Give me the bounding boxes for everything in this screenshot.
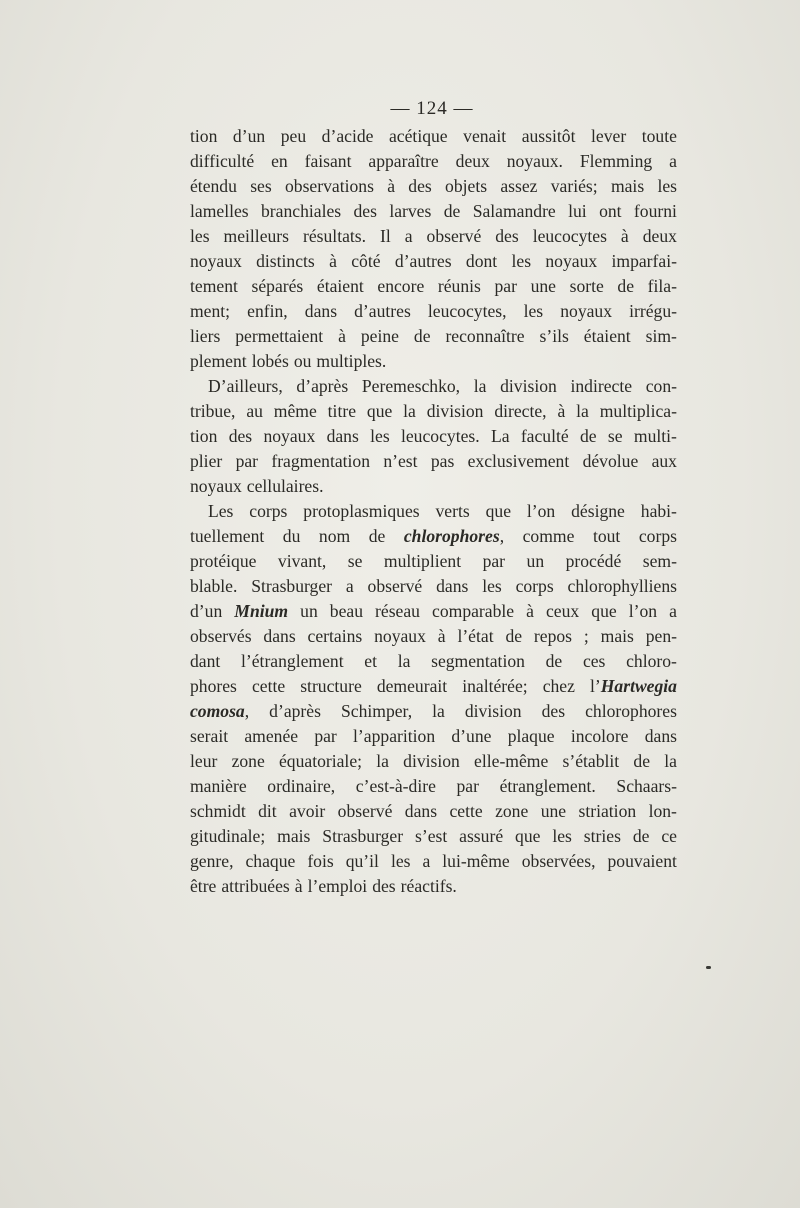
word: multiplient [383, 551, 462, 571]
word: beau [329, 601, 363, 621]
word: Salamandre [472, 201, 556, 221]
word: a [404, 226, 413, 246]
text-line [190, 799, 677, 824]
word: stries [583, 826, 621, 846]
text-line [190, 699, 677, 724]
word: observations [284, 176, 374, 196]
word: indirecte [570, 376, 633, 396]
word: a [669, 151, 677, 171]
word: peine [360, 326, 399, 346]
word: d’une [451, 726, 492, 746]
word: de [443, 201, 461, 221]
word: lever [591, 126, 627, 146]
word: deux [642, 226, 677, 246]
word: étaient [583, 326, 631, 346]
word: même [273, 401, 317, 421]
word: les [511, 251, 532, 271]
word: meilleurs [223, 226, 290, 246]
word: con- [645, 376, 677, 396]
word: de [368, 526, 386, 546]
word: apparaître [368, 151, 439, 171]
word: équatoriale; [278, 751, 363, 771]
word: incolore [570, 726, 629, 746]
word: que [485, 501, 511, 521]
word: leucocytes, [427, 301, 507, 321]
word: les [370, 426, 390, 446]
word: chlorophores [585, 701, 677, 721]
text-line [190, 374, 677, 399]
word: zone [495, 801, 529, 821]
word: un [526, 551, 545, 571]
word: dont [465, 251, 498, 271]
word: se [347, 551, 363, 571]
word: chez [542, 676, 575, 696]
word: en [271, 151, 288, 171]
text-line [190, 874, 677, 899]
word: noyaux. [506, 151, 563, 171]
word: attribuées [221, 876, 290, 896]
word: les [482, 576, 502, 596]
word: dévolue [582, 451, 639, 471]
word: cette [449, 801, 483, 821]
word: nom [318, 526, 351, 546]
word: leucocytes [532, 226, 607, 246]
word: à [387, 176, 396, 196]
text-line [190, 324, 677, 349]
word: l’emploi [307, 876, 368, 896]
word: une [540, 801, 567, 821]
word: ont [599, 201, 622, 221]
word: pouvaient [607, 851, 677, 871]
text-line [190, 349, 677, 374]
word: à [526, 601, 534, 621]
word: corps [638, 526, 677, 546]
word: fragmentation [271, 451, 371, 471]
word: de [580, 426, 597, 446]
word: multi- [633, 426, 677, 446]
word: d’après [269, 701, 321, 721]
word: habi- [640, 501, 677, 521]
word: plier [190, 451, 223, 471]
word: les [390, 851, 411, 871]
word: sem- [642, 551, 677, 571]
word: s’établit [562, 751, 620, 771]
word: vivant, [277, 551, 327, 571]
word: dans [404, 801, 438, 821]
word: plement [190, 351, 247, 371]
word: striation [578, 801, 637, 821]
word: par [235, 451, 259, 471]
word: à [294, 876, 303, 896]
word: ou [293, 351, 312, 371]
word: étranglement. [499, 776, 596, 796]
word: noyaux [560, 301, 613, 321]
word: pas [430, 451, 455, 471]
word: schmidt [190, 801, 246, 821]
word: la [473, 376, 487, 396]
word: phores [190, 676, 237, 696]
text-line [190, 849, 677, 874]
word: permettaient [235, 326, 324, 346]
word: amenée [244, 726, 299, 746]
word: aussitôt [521, 126, 576, 146]
word: acétique [389, 126, 448, 146]
word: la [432, 701, 445, 721]
word: Mnium [234, 601, 289, 621]
word: de [632, 826, 650, 846]
word: assez [500, 176, 538, 196]
word: les [523, 301, 544, 321]
word: gitudinale; [190, 826, 266, 846]
page-number: — 124 — [390, 98, 474, 119]
word: ses [250, 176, 272, 196]
word: difficulté [190, 151, 255, 171]
word: D’ailleurs, [208, 376, 283, 396]
word: lamelles [190, 201, 249, 221]
text-line [190, 474, 677, 499]
word: ; [583, 626, 589, 646]
word: ordinaire, [267, 776, 336, 796]
word: que [591, 601, 617, 621]
word: à [329, 251, 337, 271]
word: que [515, 826, 541, 846]
word: d’autres [354, 301, 411, 321]
body-text [190, 124, 677, 899]
word: multiples. [316, 351, 387, 371]
text-line [190, 599, 677, 624]
word: étaient [316, 276, 364, 296]
word: l’apparition [353, 726, 436, 746]
word: comparable [432, 601, 515, 621]
word: tuellement [190, 526, 265, 546]
word: de [545, 651, 563, 671]
word: zone [231, 751, 265, 771]
word: distincts [256, 251, 315, 271]
word: l’on [526, 501, 556, 521]
word: plaque [507, 726, 555, 746]
word: elle-même [474, 751, 549, 771]
word: réseau [375, 601, 420, 621]
word: blable. [190, 576, 238, 596]
text-line [190, 774, 677, 799]
word: ce [661, 826, 677, 846]
word: corps [515, 576, 554, 596]
text-line [190, 149, 677, 174]
word: des [495, 226, 519, 246]
word: la [403, 401, 416, 421]
word: verts [435, 501, 470, 521]
word: variés; [550, 176, 598, 196]
word: et [364, 651, 377, 671]
text-line [190, 299, 677, 324]
word: enfin, [247, 301, 288, 321]
word: d’un [190, 601, 223, 621]
word: qu’il [345, 851, 379, 871]
text-line [190, 724, 677, 749]
word: comme [522, 526, 575, 546]
word: repos [533, 626, 573, 646]
word: Strasburger [322, 826, 404, 846]
word: noyaux [190, 476, 242, 496]
word: Schaars- [616, 776, 677, 796]
word: cellulaires. [246, 476, 324, 496]
word: par [482, 551, 506, 571]
word: d’autres [394, 251, 452, 271]
word: tion [190, 426, 218, 446]
word: chlorophylliens [567, 576, 677, 596]
word: leur [190, 751, 218, 771]
word: n’est [383, 451, 418, 471]
word: observé [337, 801, 393, 821]
text-line [190, 749, 677, 774]
word: lui-même [442, 851, 510, 871]
word: à [437, 626, 446, 646]
word: de [413, 326, 431, 346]
word: division [500, 376, 557, 396]
text-line [190, 124, 677, 149]
word: se [607, 426, 623, 446]
word: Il [380, 226, 391, 246]
word: séparés [251, 276, 304, 296]
word: s’ils [539, 326, 569, 346]
paper-speck [706, 966, 711, 969]
word: faisant [304, 151, 352, 171]
word: segmentation [431, 651, 525, 671]
word: les [552, 826, 572, 846]
word: mais [600, 626, 634, 646]
word: genre, [190, 851, 234, 871]
word: des [353, 201, 377, 221]
word: du [282, 526, 301, 546]
word: avoir [289, 801, 326, 821]
word: lobés [251, 351, 289, 371]
word: lui [568, 201, 587, 221]
word: aux [651, 451, 677, 471]
word: être [190, 876, 217, 896]
word: dans [644, 726, 677, 746]
word: des [372, 876, 396, 896]
word: Les [208, 501, 234, 521]
text-line [190, 524, 677, 549]
word: tion [190, 126, 218, 146]
word: certains [307, 626, 363, 646]
word: d’après [296, 376, 349, 396]
word: protoplasmiques [303, 501, 420, 521]
word: un [300, 601, 318, 621]
word: venait [463, 126, 507, 146]
word: des [228, 426, 253, 446]
word: au [246, 401, 263, 421]
word: division [464, 701, 522, 721]
word: tribue, [190, 401, 236, 421]
word: dans [263, 626, 296, 646]
word: protéique [190, 551, 257, 571]
word: dans [326, 426, 359, 446]
word: par [494, 276, 517, 296]
word: a [669, 601, 677, 621]
word: de [505, 626, 523, 646]
word: des [408, 176, 432, 196]
text-line [190, 399, 677, 424]
word: manière [190, 776, 247, 796]
word: noyaux [374, 626, 426, 646]
word: s’est [415, 826, 448, 846]
word: comosa, [190, 701, 250, 721]
word: noyaux [190, 251, 242, 271]
word: lon- [648, 801, 677, 821]
word: pen- [645, 626, 677, 646]
word: observé [426, 226, 482, 246]
word: fois [307, 851, 334, 871]
text-line [190, 199, 677, 224]
word: serait [190, 726, 229, 746]
word: l’étranglement [241, 651, 344, 671]
word: faculté [520, 426, 569, 446]
word: étendu [190, 176, 237, 196]
word: la [576, 401, 589, 421]
word: ceux [546, 601, 580, 621]
word: division [403, 751, 460, 771]
word: par [456, 776, 479, 796]
word: irrégu- [629, 301, 677, 321]
word: les [657, 176, 677, 196]
word: dit [258, 801, 277, 821]
word: de [617, 276, 635, 296]
word: ces [582, 651, 606, 671]
word: structure [300, 676, 362, 696]
word: toute [641, 126, 677, 146]
word: inaltérée; [462, 676, 528, 696]
word: sorte [569, 276, 604, 296]
text-line [190, 574, 677, 599]
word: l’on [628, 601, 658, 621]
word: noyaux [263, 426, 316, 446]
text-line [190, 224, 677, 249]
word: cette [251, 676, 286, 696]
word: mais [610, 176, 645, 196]
word: branchiales [261, 201, 342, 221]
word: imparfai- [611, 251, 677, 271]
word: La [490, 426, 510, 446]
word: à [620, 226, 629, 246]
text-line [190, 249, 677, 274]
word: directe, [494, 401, 547, 421]
word: les [190, 226, 210, 246]
word: réactifs. [400, 876, 457, 896]
word: dant [190, 651, 221, 671]
word: chaque [245, 851, 296, 871]
word: procédé [565, 551, 622, 571]
word: de [633, 751, 650, 771]
word: chlorophores, [403, 526, 505, 546]
word: d’un [232, 126, 266, 146]
word: Schimper, [340, 701, 413, 721]
word: peu [280, 126, 307, 146]
word: Flemming [579, 151, 653, 171]
word: Strasburger [251, 576, 333, 596]
word: a [422, 851, 431, 871]
word: l’Hartwegia [589, 676, 677, 696]
word: leucocytes. [400, 426, 480, 446]
text-line [190, 649, 677, 674]
word: fourni [633, 201, 677, 221]
word: Peremeschko, [361, 376, 461, 396]
word: l’état [457, 626, 494, 646]
text-line [190, 499, 677, 524]
word: exclusivement [467, 451, 570, 471]
word: que [366, 401, 393, 421]
text-line [190, 424, 677, 449]
word: observés [190, 626, 252, 646]
word: la [397, 651, 411, 671]
word: côté [351, 251, 381, 271]
word: chloro- [626, 651, 677, 671]
word: par [314, 726, 337, 746]
word: corps [249, 501, 288, 521]
word: dans [436, 576, 469, 596]
word: sim- [645, 326, 677, 346]
word: reconnaître [445, 326, 525, 346]
word: tout [592, 526, 621, 546]
word: la [664, 751, 677, 771]
text-line [190, 274, 677, 299]
text-line [190, 549, 677, 574]
word: encore [377, 276, 425, 296]
word: liers [190, 326, 221, 346]
text-line [190, 174, 677, 199]
word: multiplica- [599, 401, 677, 421]
word: désigne [571, 501, 625, 521]
text-line [190, 824, 677, 849]
word: résultats. [303, 226, 367, 246]
word: tement [190, 276, 238, 296]
text-line [190, 449, 677, 474]
word: division [426, 401, 484, 421]
word: une [530, 276, 556, 296]
word: réunis [437, 276, 481, 296]
word: deux [455, 151, 490, 171]
word: observé [367, 576, 423, 596]
word: d’acide [321, 126, 374, 146]
word: des [541, 701, 566, 721]
word: titre [327, 401, 357, 421]
word: assuré [459, 826, 504, 846]
word: noyaux [545, 251, 598, 271]
word: objets [445, 176, 488, 196]
word: à [338, 326, 346, 346]
word: larves [389, 201, 432, 221]
word: demeurait [376, 676, 448, 696]
text-line [190, 624, 677, 649]
word: c’est-à-dire [355, 776, 436, 796]
word: à [557, 401, 566, 421]
text-line [190, 674, 677, 699]
word: observées, [521, 851, 596, 871]
word: fila- [647, 276, 677, 296]
word: dans [304, 301, 338, 321]
word: mais [277, 826, 311, 846]
word: la [376, 751, 389, 771]
word: ment; [190, 301, 231, 321]
word: a [345, 576, 354, 596]
